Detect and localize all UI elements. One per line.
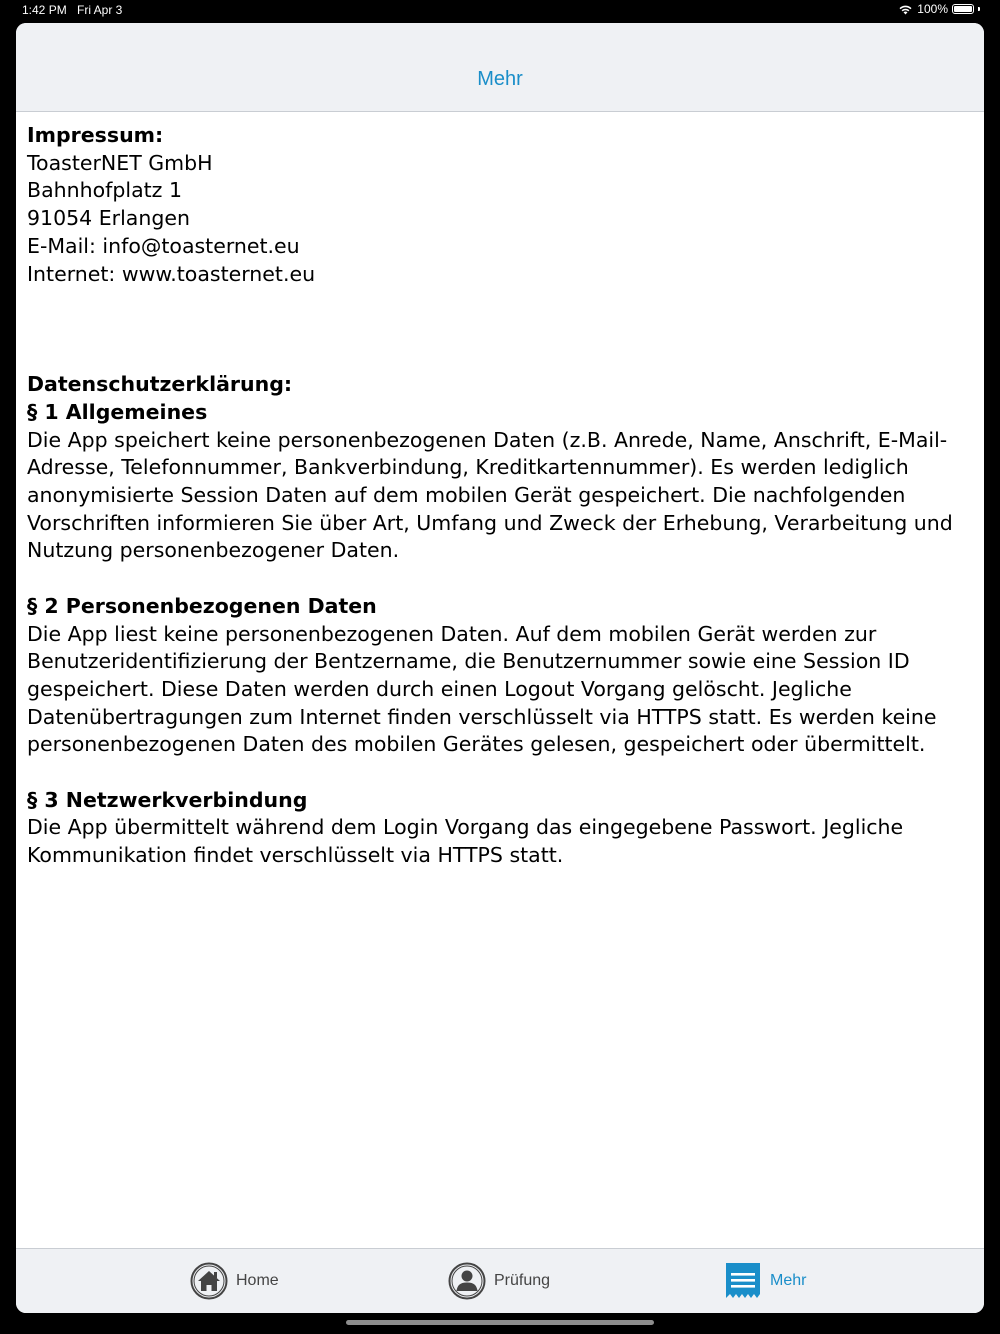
- tab-bar: [16, 1248, 984, 1313]
- legal-text: [27, 122, 977, 870]
- tab-mehr[interactable]: [724, 1262, 806, 1300]
- impressum-email: E-Mail: info@toasternet.eu: [27, 233, 300, 258]
- status-bar: [0, 0, 1000, 22]
- impressum-company: ToasterNET GmbH: [27, 150, 213, 175]
- document-icon: [724, 1262, 762, 1300]
- battery-percent: 100%: [917, 2, 948, 16]
- tab-home-label: Home: [236, 1272, 279, 1289]
- privacy-heading: Datenschutzerklärung:: [27, 372, 293, 397]
- impressum-website: Internet: www.toasternet.eu: [27, 261, 316, 286]
- tab-pruefung-label: Prüfung: [494, 1272, 551, 1289]
- section-2-text: Die App liest keine personenbezogenen Daten. Auf dem mobilen Gerät werden zur Benutzeridentifizierung der Bentzername, die Benutzernummer sowie eine Session ID gespeichert. Diese Daten werden durch einen Logout Vorgang gelöscht. Jegliche Datenübertragungen zum Internet finden verschlüsselt via HTTPS statt. Es werden keine personenbezogenen Daten des mobilen Gerätes gelesen, gespeichert oder übermittelt.: [27, 621, 937, 757]
- wifi-icon: [898, 4, 913, 15]
- impressum-street: Bahnhofplatz 1: [27, 178, 182, 203]
- status-time: 1:42 PM: [22, 3, 67, 17]
- home-icon: [190, 1262, 228, 1300]
- section-1-title: § 1 Allgemeines: [27, 399, 208, 424]
- impressum-heading: Impressum:: [27, 123, 164, 147]
- tab-mehr-label: Mehr: [770, 1272, 807, 1289]
- section-3-text: Die App übermittelt während dem Login Vorgang das eingegebene Passwort. Jegliche Kommunikation findet verschlüsselt via HTTPS statt.: [27, 815, 904, 868]
- person-icon: [448, 1262, 486, 1300]
- battery-cap: [978, 7, 980, 11]
- section-1-text: Die App speichert keine personenbezogenen Daten (z.B. Anrede, Name, Anschrift, E-Mail-Adresse, Telefonnummer, Bankverbindung, Kreditkartennummer). Es werden lediglich anonymisierte Session Daten auf dem mobilen Gerät gespeichert. Die nachfolgenden Vorschriften informieren Sie über Art, Umfang und Zweck der Erhebung, Verarbeitung und Nutzung personenbezogener Daten.: [27, 427, 953, 563]
- tab-pruefung[interactable]: [448, 1262, 550, 1300]
- status-right: [898, 2, 980, 16]
- battery-icon: [952, 4, 974, 14]
- home-indicator[interactable]: [346, 1320, 654, 1325]
- navigation-bar: [16, 23, 984, 112]
- status-date: Fri Apr 3: [77, 3, 123, 17]
- impressum-city: 91054 Erlangen: [27, 206, 190, 231]
- tab-home[interactable]: [190, 1262, 279, 1300]
- section-3-title: § 3 Netzwerkverbindung: [27, 787, 308, 812]
- nav-title: Mehr: [477, 68, 523, 90]
- section-2-title: § 2 Personenbezogenen Daten: [27, 593, 377, 618]
- main-sheet: [16, 23, 984, 1313]
